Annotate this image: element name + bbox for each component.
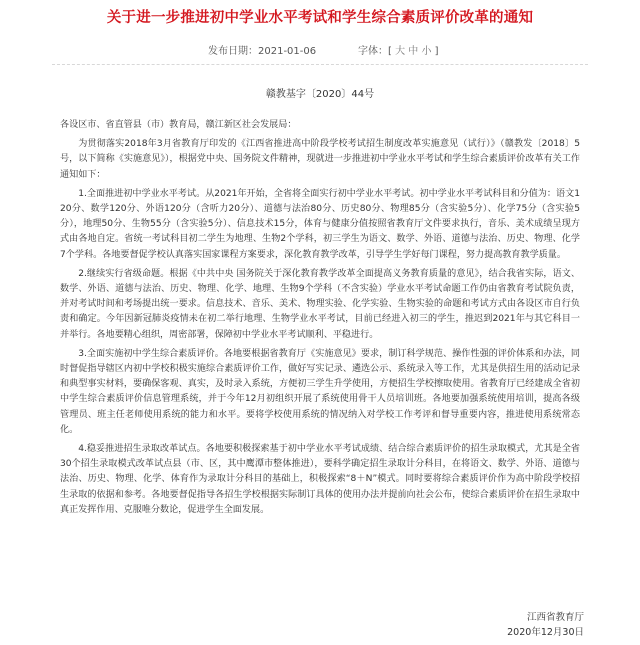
paragraph-1: 1.全面推进初中学业水平考试。从2021年开始，全省将全面实行初中学业水平考试。初中学业水平考试科目和分值为：语文120分、数学120分、外语120分（含听力20分）、道德与法治80分、历史80分、物理85分（含实验5分）、化学75分（含实验5分），地理50分、生物55分（含实验5分）、信息技术15分，体育与健康分值按照省教育厅文件要求执行，音乐、美术成绩呈现方式由各地自定。省统一考试科目初二学生为地理、生物2个学科，初三学生为语文、数学、外语、道德与法治、历史、物理、化学7个学科。各地要督促学校认真落实国家课程方案要求，深化教育教学改革，引导学生学好每门课程，努力提高教育教学质量。 bbox=[60, 188, 580, 260]
paragraph-3: 3.全面实施初中学生综合素质评价。各地要根据省教育厅《实施意见》要求，制订科学规范、操作性强的评价体系和办法，同时督促指导辖区内初中学校积极实施综合素质评价工作，做好写实记录、遴选公示、系统录入等工作，尤其是供招生用的活动记录和典型事实材料，要确保客观、真实，及时录入系统，方便初三学生升学使用，方便招生学校擦取使用。省教育厅已经建成全省初中学生综合素质评价信息管理系统，并于今年12月初组织开展了系统使用骨干人员培训班。各地要加强系统使用培训，提高各级管理员、班主任老师使用系统的能力和水平。要将学校使用系统的情况纳入对学校工作考评和督导重要内容，推进使用系统常态化。 bbox=[60, 348, 580, 435]
font-size-label: 字体： bbox=[358, 46, 388, 57]
publish-date bbox=[208, 42, 316, 57]
paragraph-2: 2.继续实行省级命题。根据《中共中央 国务院关于深化教育教学改革全面提高义务教育质量的意见》，结合我省实际，语文、数学、外语、道德与法治、历史、物理、化学、地理、生物9个学科（不含实验）学业水平考试命题工作仍由省教育考试院负责，并对考试时间和考场提出统一要求。信息技术、音乐、美术、物理实验、化学实验、生物实验的命题和考试方式由各设区市自行负责和确定。今年因新冠肺炎疫情未在初二举行地理、生物学业水平考试，目前已经进入初三的学生，推迟到2021年与其它科目一并举行。各地要精心组织，周密部署，保障初中学业水平考试顺利、平稳进行。 bbox=[60, 268, 580, 340]
publish-date-label: 发布日期： bbox=[208, 46, 258, 57]
notice-body bbox=[60, 118, 580, 522]
signature-block bbox=[507, 610, 584, 640]
document-number: 赣教基字〔2020〕44号 bbox=[265, 89, 375, 100]
font-size-medium-link[interactable]: 中 bbox=[408, 46, 419, 57]
page-title: 关于进一步推进初中学业水平考试和学生综合素质评价改革的通知 bbox=[106, 10, 534, 26]
paragraph-intro: 为贯彻落实2018年3月省教育厅印发的《江西省推进高中阶段学校考试招生制度改革实施意见（试行）》（赣教发〔2018〕5号，以下简称《实施意见》），根据党中央、国务院文件精神，现就进一步推进初中学业水平考试和学生综合素质评价改革有关工作通知如下： bbox=[60, 139, 580, 180]
addressee: 各设区市、省直管县（市）教育局，赣江新区社会发展局： bbox=[60, 120, 297, 130]
signature-date: 2020年12月30日 bbox=[507, 627, 584, 638]
signature-org: 江西省教育厅 bbox=[526, 612, 584, 623]
font-size-small-link[interactable]: 小 bbox=[421, 46, 432, 57]
divider bbox=[52, 64, 588, 65]
font-size-close-bracket: ] bbox=[434, 46, 439, 57]
font-size-open-bracket: [ bbox=[388, 46, 392, 57]
font-size-large-link[interactable]: 大 bbox=[395, 46, 406, 57]
publish-date-value: 2021-01-06 bbox=[258, 46, 317, 57]
paragraph-4: 4.稳妥推进招生录取改革试点。各地要积极探索基于初中学业水平考试成绩、结合综合素质评价的招生录取模式，尤其是全省30个招生录取模式改革试点县（市、区，其中鹰潭市整体推进），要科学确定招生录取计分科目，在将语文、数学、外语、道德与法治、历史、物理、化学、体育作为录取计分科目的基础上，积极探索“8＋N”模式。同时要将综合素质评价作为高中阶段学校招生录取的依据和参考。各地要督促指导各招生学校根据实际制订具体的使用办法并提前向社会公布，使综合素质评价在招生录取中真正发挥作用、克服唯分数论，促进学生全面发展。 bbox=[60, 444, 580, 515]
font-size-switcher bbox=[358, 42, 439, 57]
